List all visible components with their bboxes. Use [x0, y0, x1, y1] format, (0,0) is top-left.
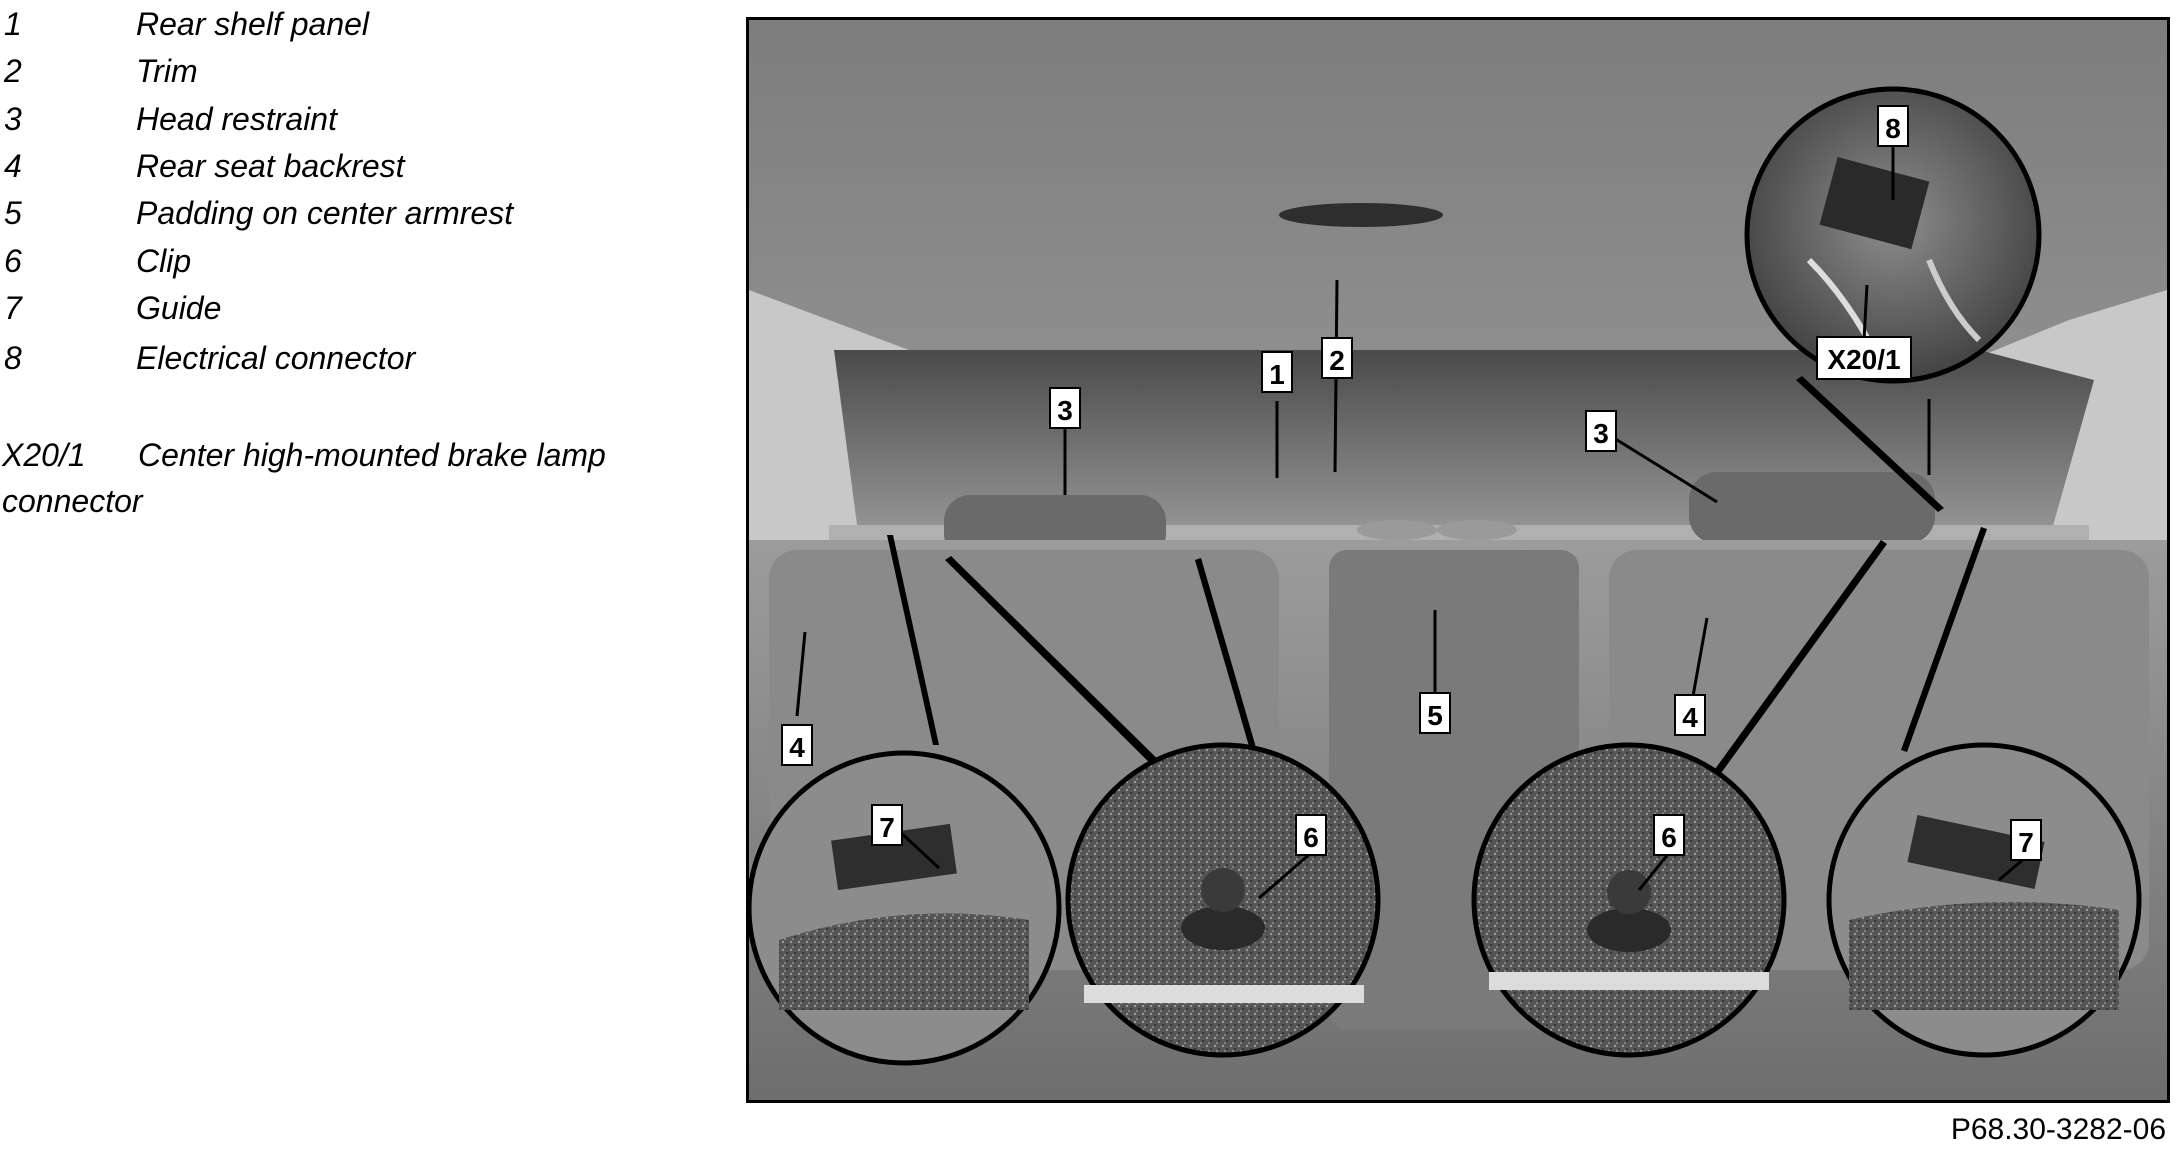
legend-number: 2	[4, 53, 22, 89]
detail-circle-guide-right	[1829, 745, 2139, 1055]
illustration-drawing	[749, 20, 2167, 1100]
svg-text:X20/1: X20/1	[1827, 344, 1901, 375]
callout-1	[1262, 352, 1292, 392]
legend-label: Head restraint	[136, 101, 337, 137]
legend-label: Electrical connector	[136, 340, 416, 376]
shelf-vent	[1357, 520, 1437, 540]
svg-text:3: 3	[1593, 418, 1609, 449]
callout-7-right	[2011, 820, 2041, 860]
callout-3-right	[1586, 411, 1616, 451]
legend-label: Rear seat backrest	[136, 148, 405, 184]
legend-number: 1	[4, 6, 22, 42]
legend-number: 3	[4, 101, 22, 137]
legend-number: 5	[4, 195, 22, 231]
figure-code: P68.30-3282-06	[1950, 1113, 2166, 1146]
svg-text:2: 2	[1329, 345, 1345, 376]
callout-5	[1420, 693, 1450, 733]
detail-circle-clip-left	[1068, 745, 1378, 1055]
svg-text:6: 6	[1661, 822, 1677, 853]
note-text: Center high-mounted brake lamp connector	[2, 437, 606, 519]
head-restraint-right	[1689, 472, 1935, 544]
legend-number: 8	[4, 340, 22, 376]
callout-2	[1322, 338, 1352, 378]
note-code: X20/1	[2, 437, 86, 473]
svg-text:8: 8	[1885, 113, 1901, 144]
callout-6-left	[1296, 815, 1326, 855]
callout-4-right	[1675, 695, 1705, 735]
legend-number: 4	[4, 148, 22, 184]
detail-circle-guide-left	[749, 753, 1059, 1063]
legend-label: Trim	[136, 53, 198, 89]
callout-7-left	[872, 805, 902, 845]
svg-text:4: 4	[1682, 702, 1698, 733]
callout-6-right	[1654, 815, 1684, 855]
legend-label: Rear shelf panel	[136, 6, 370, 42]
legend-number: 6	[4, 243, 22, 279]
svg-text:1: 1	[1269, 359, 1285, 390]
svg-text:5: 5	[1427, 700, 1443, 731]
svg-text:7: 7	[2018, 827, 2034, 858]
callout-x20-1	[1817, 337, 1911, 379]
connector-note	[2, 432, 682, 524]
svg-text:7: 7	[879, 812, 895, 843]
callout-3-left	[1050, 388, 1080, 428]
legend-label: Padding on center armrest	[136, 195, 514, 231]
callout-8	[1878, 106, 1908, 146]
callout-4-left	[782, 725, 812, 765]
shelf-vent	[1437, 520, 1517, 540]
svg-text:6: 6	[1303, 822, 1319, 853]
legend-label: Guide	[136, 290, 222, 326]
dome-light	[1279, 203, 1443, 227]
svg-text:3: 3	[1057, 395, 1073, 426]
detail-circle-clip-right	[1474, 745, 1784, 1055]
rear-seat-illustration	[746, 17, 2170, 1103]
svg-text:4: 4	[789, 732, 805, 763]
legend-label: Clip	[136, 243, 192, 279]
legend-number: 7	[4, 290, 22, 326]
